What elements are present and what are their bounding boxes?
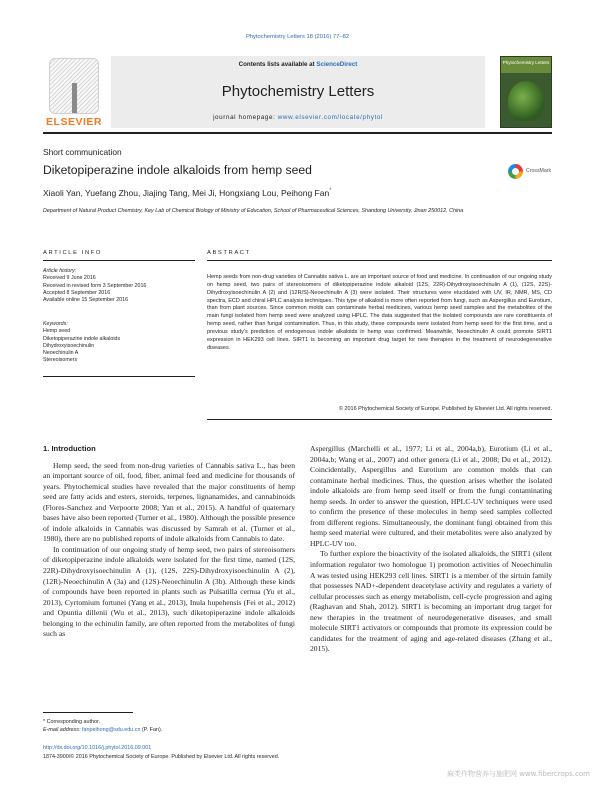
abstract-bottom-rule (207, 419, 552, 420)
running-head[interactable]: Phytochemistry Letters 18 (2016) 77–82 (245, 34, 350, 40)
history-item: Received 9 June 2016 (43, 275, 96, 282)
author-list: Xiaoli Yan, Yuefang Zhou, Jiajing Tang, Mei Ji, Hongxiang Lou, Peihong Fan* (43, 188, 332, 198)
body-column-left (43, 444, 295, 640)
corresponding-author-note: * Corresponding author. (43, 719, 100, 725)
keywords-label: Keywords: (43, 321, 68, 327)
article-info-bottom-rule (43, 376, 195, 377)
body-column-right (310, 444, 552, 655)
cover-title: Phytochemistry Letters (502, 60, 550, 65)
author-email-link[interactable]: fanpeihong@sdu.edu.cn (81, 727, 141, 733)
body-paragraph: Hemp seed, the seed from non-drug varieties of Cannabis sativa L., has been an important source of oil, food, fiber, animal feed and medicine for thousands of years. Phytochemical studies have revealed that the major constituents of hemp seed are fatty acids and esters, steroids, terpenes, lignanamides, and cannabinoids (Flores-Sanchez and Verpoorte 2008; Yan et al., 2015). A handful of quaternary bases have also been reported (Turner et al., 1980). Although the possible presence of indole alkaloids in Cannabis was discussed by Samrah et al. (Turner et al., 1980), there are no published reports of indole alkaloids from Cannabis to date. (43, 460, 295, 544)
section-heading-introduction: 1. Introduction (43, 444, 96, 453)
body-paragraph: To further explore the bioactivity of the isolated alkaloids, the SIRT1 (silent information regulator two homologue 1) promotion activities of Neoechinulin A was tested using HEK293 cell lines. SIRT1 is a member of the sirtuin family that possesses NAD+-dependent deacetylase activity and regulates a variety of cellular processes such as energy metabolism, cell-cycle progression and aging (Raghavan and Shah, 2012). SIRT1 is becoming an important drug target for new therapies in the treatment of neurodegenerative diseases, and small molecule SIRT1 activators or compounds that promote its expression could be candidates for the treatment of aging and age-related diseases (Zhang et al., 2015). (310, 549, 552, 654)
keyword-item: Hemp seed (43, 328, 71, 335)
sciencedirect-link[interactable]: ScienceDirect (316, 61, 358, 68)
article-info-rule (43, 260, 195, 261)
site-watermark: 麻类作物营养与施肥网 www.fibercrops.com (447, 770, 590, 778)
doi-link[interactable]: http://dx.doi.org/10.1016/j.phytol.2016.09.001 (43, 745, 152, 751)
crossmark-badge[interactable] (508, 162, 562, 186)
masthead-rule (43, 132, 552, 134)
article-info-heading: ARTICLE INFO (43, 250, 103, 256)
contents-line: Contents lists available at ScienceDirect (238, 61, 358, 68)
cover-plant-graphic (508, 81, 544, 121)
article-history (43, 268, 195, 304)
history-item: Received in revised form 3 September 2016 (43, 282, 147, 289)
keyword-item: Diketopiperazine indole alkaloids (43, 335, 121, 342)
abstract-copyright: © 2016 Phytochemical Society of Europe. Published by Elsevier Ltd. All rights reserved. (338, 406, 552, 412)
elsevier-logo[interactable] (43, 56, 105, 128)
journal-homepage-link[interactable]: www.elsevier.com/locate/phytol (277, 114, 383, 121)
history-label: Article history: (43, 268, 77, 274)
journal-homepage: journal homepage: www.elsevier.com/locate/phytol (213, 114, 383, 121)
elsevier-tree-icon (49, 58, 99, 114)
corresponding-author-mark[interactable]: * (329, 188, 332, 195)
article-title: Diketopiperazine indole alkaloids from hemp seed (43, 163, 312, 177)
history-item: Available online 15 September 2016 (43, 297, 129, 304)
email-line: E-mail address: fanpeihong@sdu.edu.cn (P. Fan). (43, 727, 163, 733)
footnote-rule (43, 712, 133, 713)
keyword-item: Dihydroxyisoechinulin (43, 342, 95, 349)
keyword-item: Stereoisomers (43, 357, 78, 364)
journal-masthead (43, 56, 552, 128)
history-item: Accepted 8 September 2016 (43, 289, 111, 296)
affiliation: Department of Natural Product Chemistry, Key Lab of Chemical Biology of Ministry of Education, School of Pharmaceutical Sciences, Shandong University, Jinan 250012, China (43, 208, 464, 214)
keyword-item: Neoechinulin A (43, 350, 79, 357)
body-paragraph: In continuation of our ongoing study of hemp seed, two pairs of stereoisomers of diketopiperazine indole alkaloids were isolated for the first time, named (12S, 22R)-Dihydroxyisoechinulin A (1), (12S, 22S)-Dihydroxyisoechinulin A (2), (12R)-Neoechinulin A (3a) and (12S)-Neoechinulin A (3b). Although these kinds of compounds have been reported in plants such as Pulsatilla cernua (Yu et al., 2013), Cyrtomium fortunei (Yang et al., 2013), Inula hupehensis (Fei et al., 2012) and Opuntia dillenii (Wu et al., 2013), such diketopiperazine indole alkaloids belonging to the echinulin family, are often reported from the metabolites of fungi such as (43, 544, 295, 639)
abstract-heading: ABSTRACT (207, 250, 251, 256)
journal-title: Phytochemistry Letters (221, 83, 375, 100)
body-paragraph: Aspergillus (Marchelli et al., 1977; Li et al., 2004a,b), Eurotium (Li et al., 2004a,b; Wang et al., 2007) and other genera (Li et al., 2008; Du et al., 2012). Coincidentally, Aspergillus and Eurotium are common molds that can contaminate herbal medicines. Thus, the question arises whether the isolated indole alkaloids are from hemp seed itself or from the fungi contaminating hemp seeds. In order to answer the question, HPLC-UV techniques were used to confirm the presence of these molecules in hemp seed samples collected from different regions. Simultaneously, the dominant fungi obtained from this hemp seed material were cultured, and their metabolites were also analyzed by HPLC-UV too. (310, 444, 552, 548)
article-type: Short communication (43, 147, 122, 157)
abstract-body: Hemp seeds from non-drug varieties of Cannabis sativa L. are an important source of food and medicine. In continuation of our ongoing study on hemp seed, two pairs of stereoisomers of diketopiperazine indole alkaloid (12S, 22R)-Dihydroxyisoechinulin A (1), (12S, 22S)-Dihydroxyisoechinulin A (2) and (12R/S)-Neoechinulin A (3) were isolated. Their structures were elucidated with UV, IR, NMR, MS, CD spectra, ECD and chiral HPLC analysis techniques. This type of alkaloid is more often reported from fungi, such as Aspergillus and Eurotium, than from plant sources. Since common molds can contaminate herbal medicines, various hemp seed samples and the metabolites of the main fungi isolated from hemp seed were analyzed using HPLC. The data suggested that the isolated compounds are rare constituents of hemp seed, rather than fungal contamination. Thus, in this study, these compounds were isolated from hemp seed for the first time, and a previous study's prediction of endogenous indole alkaloids in hemp was confirmed. Meanwhile, Neoechinulin A could promote SIRT1 expression in HEK293 cell lines. SIRT1 is becoming an important drug target for new therapies in the treatment of neurodegenerative diseases. (207, 274, 552, 351)
crossmark-label: CrossMark (526, 168, 552, 174)
journal-cover-image[interactable] (500, 56, 552, 128)
keywords (43, 321, 195, 365)
abstract-rule (207, 260, 552, 261)
footnote (43, 718, 343, 734)
issn-line: 1874-3900/© 2016 Phytochemical Society of Europe. Published by Elsevier Ltd. All rights reserved. (43, 754, 280, 760)
crossmark-icon (508, 164, 523, 179)
journal-banner (111, 56, 485, 128)
elsevier-wordmark: ELSEVIER (46, 116, 102, 128)
